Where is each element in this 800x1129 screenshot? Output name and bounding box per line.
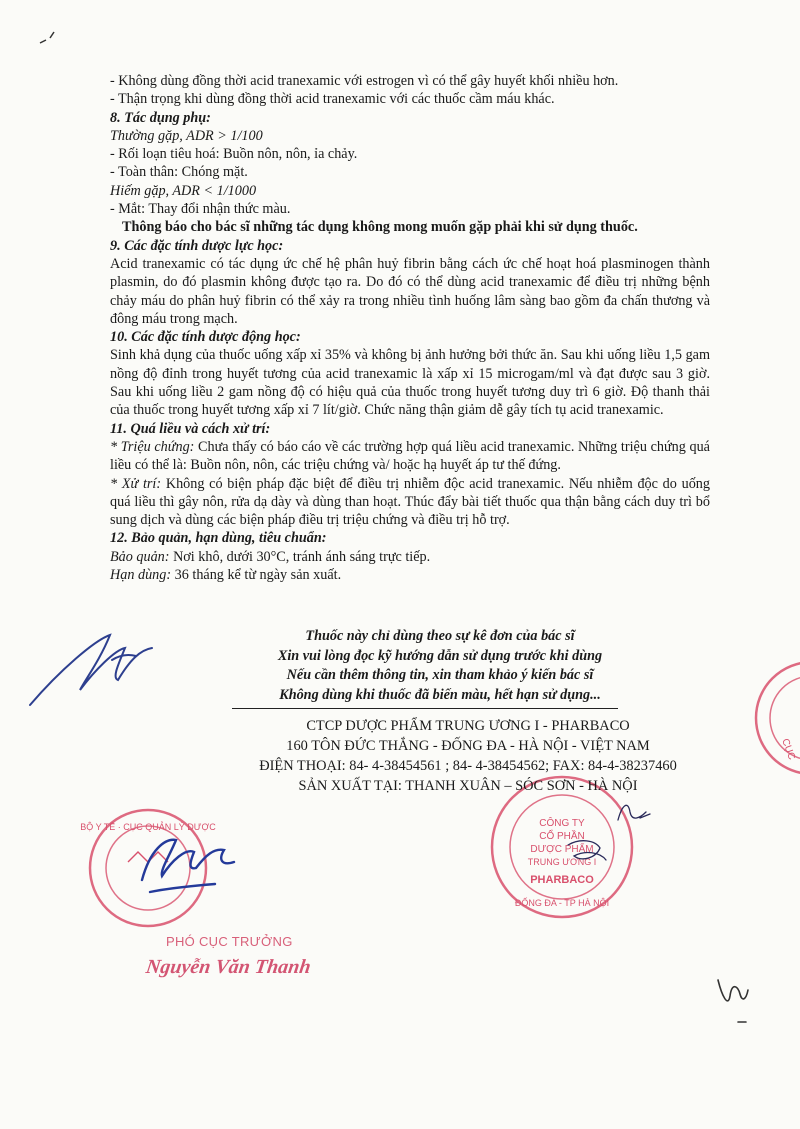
interaction-line-1: - Không dùng đồng thời acid tranexamic với estrogen vì có thể gây huyết khối nhiều hơn. <box>110 73 619 89</box>
overdose-symptoms-text: Chưa thấy có báo cáo về các trường hợp quá liều acid tranexamic. Những triệu chứng quá liều có thể là: Buồn nôn, nôn, các triệu chứng và/ hoặc hạ huyết áp tư thế đứng. <box>110 438 710 474</box>
scan-mark <box>40 32 54 43</box>
signer-name: Nguyễn Văn Thanh <box>144 956 313 978</box>
pharmacodynamics-text: Acid tranexamic có tác dụng ức chế hệ phân huỷ fibrin bằng cách ức chế hoạt hoá plasminogen thành plasmin, do đó plasmin không được tạo ra. Do đó có thể dùng acid tranexamic để điều trị những bệnh chảy máu do phân huỷ fibrin có thể xảy ra trong nhiều tình huống lâm sàng bao gồm đa chấn thương và đông máu trong mạch. <box>110 255 710 327</box>
company-seal-line-2: CỔ PHẦN <box>539 831 585 842</box>
right-seal-text: CỤC <box>779 737 797 762</box>
side-effects-notice: Thông báo cho bác sĩ những tác dụng không mong muốn gặp phải khi sử dụng thuốc. <box>122 219 638 236</box>
company-info <box>150 716 786 796</box>
section-heading-side-effects: 8. Tác dụng phụ: <box>110 109 211 126</box>
section-heading-pharmacodynamics: 9. Các đặc tính dược lực học: <box>110 237 284 254</box>
shelf-life-text: 36 tháng kể từ ngày sản xuất. <box>171 567 342 584</box>
company-address: 160 TÔN ĐỨC THẮNG - ĐỐNG ĐA - HÀ NỘI - VIỆT NAM <box>286 738 650 754</box>
section-heading-storage: 12. Bảo quản, hạn dùng, tiêu chuẩn: <box>110 530 327 547</box>
side-effects-common-item-1: - Rối loạn tiêu hoá: Buồn nôn, nôn, ỉa chảy. <box>110 146 358 163</box>
overdose-treatment <box>110 475 710 530</box>
closing-line-2: Xin vui lòng đọc kỹ hướng dẫn sử dụng trước khi dùng <box>277 647 603 664</box>
interaction-line-2: - Thận trọng khi dùng đồng thời acid tranexamic với các thuốc cầm máu khác. <box>110 91 555 108</box>
company-seal-stamp <box>492 777 632 917</box>
company-seal-line-5: PHARBACO <box>530 874 594 886</box>
side-effects-rare-label: Hiếm gặp, ADR < 1/1000 <box>110 182 257 199</box>
company-seal-line-4: TRUNG ƯƠNG I <box>527 857 597 867</box>
side-effects-common-label: Thường gặp, ADR > 1/100 <box>110 127 263 144</box>
storage-line <box>110 548 710 566</box>
closing-advisory <box>190 627 690 705</box>
shelf-life-line <box>110 566 710 584</box>
overdose-treatment-label: * Xử trí: <box>110 475 162 492</box>
closing-line-3: Nếu cần thêm thông tin, xin tham khảo ý kiến bác sĩ <box>286 667 594 683</box>
leaflet-body <box>110 72 710 584</box>
side-effects-rare-item-1: - Mắt: Thay đổi nhận thức màu. <box>110 201 291 218</box>
closing-line-1: Thuốc này chỉ dùng theo sự kê đơn của bác sĩ <box>305 628 575 644</box>
shelf-life-label: Hạn dùng: <box>110 567 172 584</box>
divider-line <box>232 708 618 709</box>
company-factory: SẢN XUẤT TẠI: THANH XUÂN – SÓC SƠN - HÀ NỘI <box>298 778 638 794</box>
authority-signature <box>142 840 234 892</box>
overdose-symptoms-label: * Triệu chứng: <box>110 438 195 455</box>
overdose-treatment-text: Không có biện pháp đặc biệt để điều trị nhiễm độc acid tranexamic. Nếu nhiễm độc do uống quá liều thì gây nôn, rửa dạ dày và dùng than hoạt. Thúc đẩy bài tiết thuốc qua thận bằng cách duy trì bổ sung dịch và dùng các biện pháp điều trị triệu chứng và điều trị hỗ trợ. <box>110 475 710 529</box>
signer-title: PHÓ CỤC TRƯỞNG <box>166 934 293 949</box>
company-seal-line-1: CÔNG TY <box>539 818 585 829</box>
closing-line-4: Không dùng khi thuốc đã biến màu, hết hạn sử dụng... <box>279 686 601 703</box>
company-seal-line-3: DƯỢC PHẨM <box>530 844 594 855</box>
overdose-symptoms <box>110 438 710 475</box>
authority-seal-text: BỘ Y TẾ · CỤC QUẢN LÝ DƯỢC <box>80 822 216 832</box>
company-seal-ring-text: ĐỐNG ĐA - TP HÀ NỘI <box>514 898 610 908</box>
handwritten-page-mark <box>718 980 748 1022</box>
margin-signature <box>30 635 152 705</box>
company-phones: ĐIỆN THOẠI: 84- 4-38454561 ; 84- 4-38454562; FAX: 84-4-38237460 <box>259 758 677 774</box>
company-name: CTCP DƯỢC PHẨM TRUNG ƯƠNG I - PHARBACO <box>306 718 630 734</box>
side-effects-common-item-2: - Toàn thân: Chóng mặt. <box>110 164 248 181</box>
section-heading-pharmacokinetics: 10. Các đặc tính dược động học: <box>110 329 301 346</box>
pharmacokinetics-text: Sinh khả dụng của thuốc uống xấp xỉ 35% và không bị ảnh hưởng bởi thức ăn. Sau khi uống liều 1,5 gam nồng độ đỉnh trong huyết tương của acid tranexamic là xấp xỉ 15 microgam/ml và đạt được sau 3 giờ. Sau khi uống liều 2 gam nồng độ có hiệu quả của thuốc trong huyết tương duy trì 6 giờ. Độ thanh thải của thuốc trong huyết tương xấp xỉ 7 lít/giờ. Chức năng thận giảm dễ gây tích tụ acid tranexamic. <box>110 347 710 419</box>
storage-text: Nơi khô, dưới 30°C, tránh ánh sáng trực tiếp. <box>169 548 431 565</box>
section-heading-overdose: 11. Quá liều và cách xử trí: <box>110 420 271 437</box>
storage-label: Bảo quản: <box>110 548 170 565</box>
